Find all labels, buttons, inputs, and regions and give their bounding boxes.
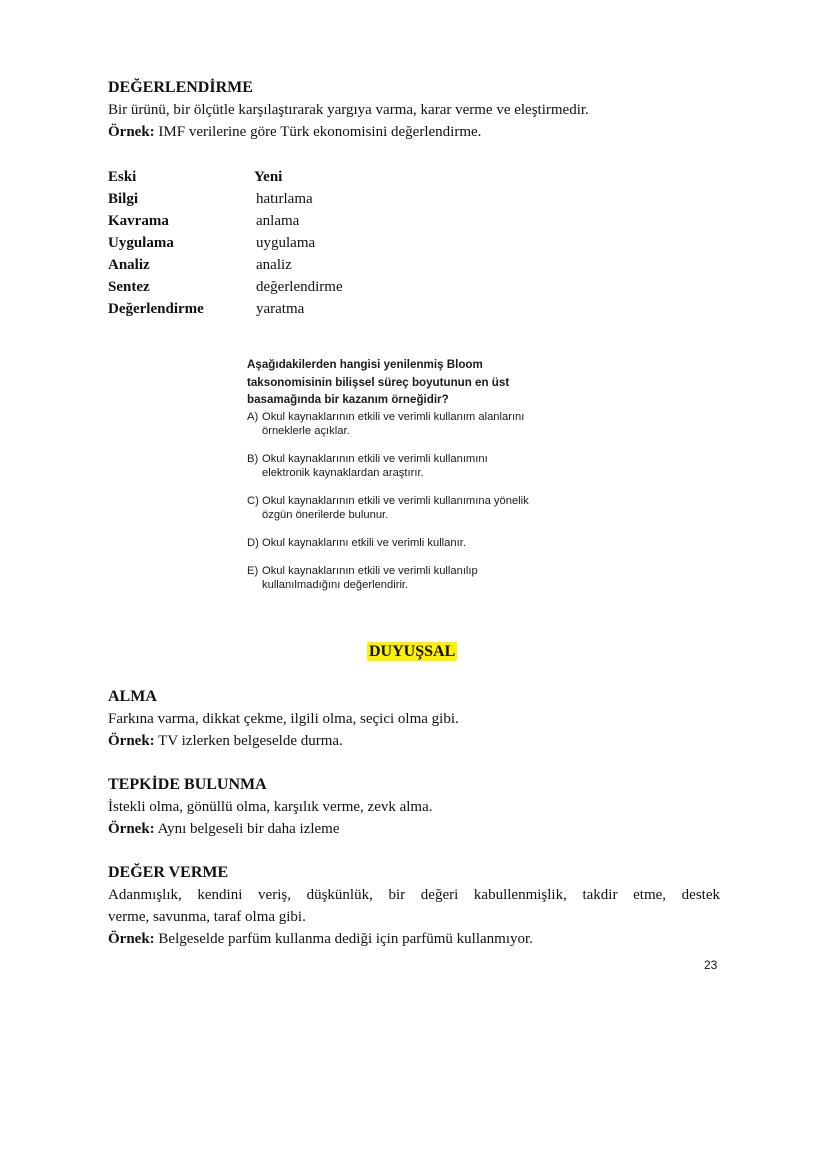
example-label: Örnek: bbox=[108, 821, 155, 837]
tepkide-example bbox=[108, 818, 340, 840]
alma-definition: Farkına varma, dikkat çekme, ilgili olma, seçici olma gibi. bbox=[108, 711, 459, 727]
answer-option-e bbox=[247, 564, 587, 592]
option-text-line: örneklerle açıklar. bbox=[262, 424, 350, 437]
table-row-old: Kavrama bbox=[108, 213, 169, 229]
tepkide-heading: TEPKİDE BULUNMA bbox=[108, 776, 267, 793]
example-label: Örnek: bbox=[108, 124, 155, 140]
section-title-highlight: DUYUŞSAL bbox=[369, 643, 456, 660]
section-title bbox=[367, 641, 457, 663]
page-number: 23 bbox=[704, 958, 718, 972]
table-row-new: anlama bbox=[256, 213, 300, 229]
alma-example bbox=[108, 730, 343, 752]
exam-question bbox=[247, 356, 587, 606]
answer-option-a bbox=[247, 410, 587, 438]
option-text-line: elektronik kaynaklardan araştırır. bbox=[262, 466, 424, 479]
table-row-old: Değerlendirme bbox=[108, 301, 204, 317]
table-row-new: değerlendirme bbox=[256, 279, 343, 295]
table-row-new: uygulama bbox=[256, 235, 316, 251]
option-letter: C) bbox=[247, 494, 259, 507]
table-header-new: Yeni bbox=[254, 169, 283, 185]
option-letter: D) bbox=[247, 536, 259, 549]
table-row-old: Uygulama bbox=[108, 235, 174, 251]
degerlendirme-heading: DEĞERLENDİRME bbox=[108, 79, 253, 96]
answer-option-d bbox=[247, 536, 587, 550]
table-row-old: Bilgi bbox=[108, 191, 139, 207]
table-row-old: Analiz bbox=[108, 257, 150, 273]
question-stem bbox=[247, 356, 587, 409]
answer-option-b bbox=[247, 452, 587, 480]
example-text: Aynı belgeseli bir daha izleme bbox=[157, 821, 340, 837]
option-text-line: Okul kaynaklarını etkili ve verimli kullanır. bbox=[262, 536, 466, 549]
degerlendirme-definition: Bir ürünü, bir ölçütle karşılaştırarak yargıya varma, karar verme ve eleştirmedir. bbox=[108, 102, 589, 118]
example-text: Belgeselde parfüm kullanma dediği için parfümü kullanmıyor. bbox=[158, 931, 533, 947]
deger-verme-heading: DEĞER VERME bbox=[108, 864, 229, 881]
example-label: Örnek: bbox=[108, 931, 155, 947]
deger-verme-definition-line-1: Adanmışlık, kendini veriş, düşkünlük, bir değeri kabullenmişlik, takdir etme, destek bbox=[108, 887, 720, 903]
example-label: Örnek: bbox=[108, 733, 155, 749]
option-letter: B) bbox=[247, 452, 259, 465]
option-text-line: Okul kaynaklarının etkili ve verimli kullanımını bbox=[262, 452, 488, 465]
question-stem-line: basamağında bir kazanım örneğidir? bbox=[247, 393, 449, 406]
option-text-line: kullanılmadığını değerlendirir. bbox=[262, 578, 409, 591]
deger-verme-definition-line-2: verme, savunma, taraf olma gibi. bbox=[108, 909, 306, 925]
option-text-line: Okul kaynaklarının etkili ve verimli kullanılıp bbox=[262, 564, 478, 577]
answer-option-c bbox=[247, 494, 587, 522]
alma-heading: ALMA bbox=[108, 688, 157, 705]
option-text-line: Okul kaynaklarının etkili ve verimli kullanımına yönelik bbox=[262, 494, 529, 507]
table-row-new: analiz bbox=[256, 257, 292, 273]
option-letter: A) bbox=[247, 410, 259, 423]
table-header-old: Eski bbox=[108, 169, 137, 185]
example-text: IMF verilerine göre Türk ekonomisini değerlendirme. bbox=[158, 124, 482, 140]
tepkide-definition: İstekli olma, gönüllü olma, karşılık verme, zevk alma. bbox=[108, 799, 433, 815]
table-row-old: Sentez bbox=[108, 279, 150, 295]
option-text-line: özgün önerilerde bulunur. bbox=[262, 508, 389, 521]
table-row-new: yaratma bbox=[256, 301, 305, 317]
table-row-new: hatırlama bbox=[256, 191, 313, 207]
question-stem-line: taksonomisinin bilişsel süreç boyutunun en üst bbox=[247, 375, 510, 389]
degerlendirme-example bbox=[108, 121, 481, 143]
question-stem-line: Aşağıdakilerden hangisi yenilenmiş Bloom bbox=[247, 358, 483, 371]
deger-verme-example bbox=[108, 928, 533, 950]
option-text-line: Okul kaynaklarının etkili ve verimli kullanım alanlarını bbox=[262, 410, 525, 423]
option-letter: E) bbox=[247, 564, 259, 577]
example-text: TV izlerken belgeselde durma. bbox=[158, 733, 343, 749]
